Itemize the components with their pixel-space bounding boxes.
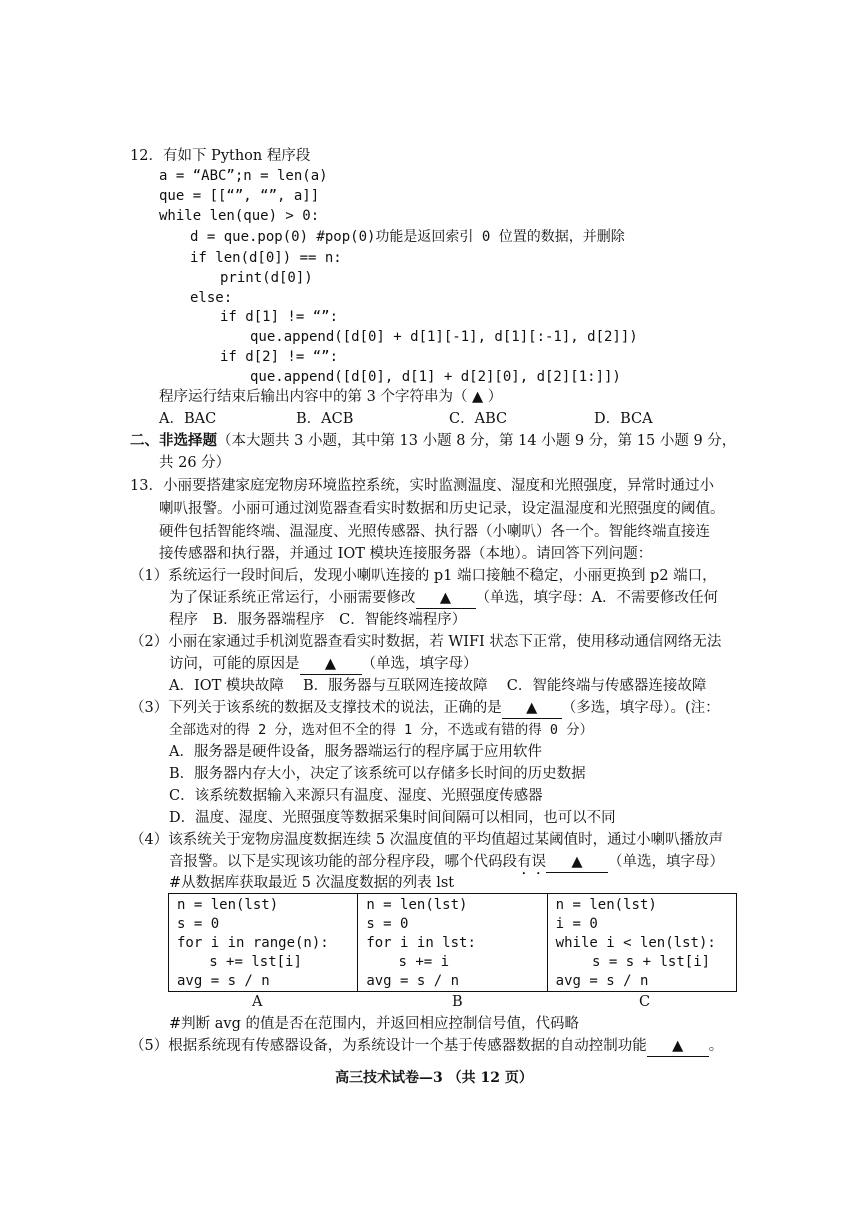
q13-p4-comment: #从数据库获取最近 5 次温度数据的列表 lst	[169, 875, 455, 891]
code-a-line: avg = s / n	[177, 973, 270, 989]
q13-p3-option-d: D．温度、湿度、光照强度等数据采集时间间隔可以相同，也可以不同	[169, 810, 616, 826]
section2-desc: （本大题共 3 小题，其中第 13 小题 8 分，第 14 小题 9 分，第 15 小题 9 分，	[217, 433, 737, 449]
code-compare-table	[168, 893, 737, 992]
code-a-line: s += lst[i]	[209, 954, 302, 970]
q13-p4-line-1: （4）该系统关于宠物房温度数据连续 5 次温度值的平均值超过某阈值时，通过小喇叭播放声	[130, 832, 724, 848]
q13-p3-answer-blank[interactable]: ▲	[502, 698, 562, 719]
q13-p5-line	[130, 1036, 723, 1057]
q13-p4-answer-blank[interactable]: ▲	[546, 852, 608, 873]
q12-code-line-3: while len(que) > 0:	[159, 208, 320, 224]
q13-p5-text: （5）根据系统现有传感器设备，为系统设计一个基于传感器数据的自动控制功能	[130, 1038, 647, 1054]
q13-p3-line-1	[130, 698, 720, 719]
page-footer: 高三技术试卷—3 （共 12 页）	[335, 1070, 533, 1086]
q13-p3-text: （3）下列关于该系统的数据及支撑技术的说法，正确的是	[130, 700, 502, 716]
q13-intro-4: 接传感器和执行器，并通过 IOT 模块连接服务器（本地）。请回答下列问题：	[159, 546, 653, 562]
code-a-line: s = 0	[177, 916, 220, 932]
q13-p3-option-a: A．服务器是硬件设备，服务器端运行的程序属于应用软件	[169, 744, 542, 760]
code-cell-c	[547, 894, 736, 992]
code-cell-b	[358, 894, 547, 992]
code-b-line: s = 0	[366, 916, 409, 932]
q13-p4-emphasis: 有误	[517, 854, 546, 870]
section2-header	[130, 431, 736, 451]
q13-p3-option-b: B．服务器内存大小，决定了该系统可以存储多长时间的历史数据	[169, 766, 586, 782]
code-c-line: while i < len(lst):	[555, 935, 716, 951]
section2-title: 二、非选择题	[130, 432, 217, 449]
code-label-b: B	[452, 994, 463, 1010]
q12-question: 程序运行结束后输出内容中的第 3 个字符串为（ ▲ ）	[159, 389, 503, 405]
code-c-line: s = s + lst[i]	[592, 954, 711, 970]
q12-code-line-1: a = “ABC”;n = len(a)	[159, 168, 328, 184]
q13-p2-options: A．IOT 模块故障 B．服务器与互联网连接故障 C．智能终端与传感器连接故障	[169, 678, 707, 694]
q13-p1-line-1: （1）系统运行一段时间后，发现小喇叭连接的 p1 端口接触不稳定，小丽更换到 p2 端口，	[130, 568, 717, 584]
q13-p1-hint: （单选，填字母：A．不需要修改任何	[475, 590, 718, 606]
q12-code-line-5: if len(d[0]) == n:	[190, 250, 342, 266]
q13-p2-line-1: （2）小丽在家通过手机浏览器查看实时数据，若 WIFI 状态下正常，使用移动通信网络无法	[130, 634, 722, 650]
q13-intro-2: 喇叭报警。小丽可通过浏览器查看实时数据和历史记录，设定温湿度和光照强度的阈值。	[159, 501, 725, 517]
q12-code-line-7: else:	[190, 290, 233, 306]
q13-p2-hint: （单选，填字母）	[361, 656, 478, 672]
code-c-line: avg = s / n	[555, 973, 649, 989]
q13-p4-hint: （单选，填字母）	[608, 854, 724, 870]
q12-option-b: B．ACB	[296, 411, 354, 427]
code-a-line: for i in range(n):	[177, 935, 329, 951]
q13-p3-option-c: C．该系统数据输入来源只有温度、湿度、光照强度传感器	[169, 788, 543, 804]
code-b-line: for i in lst:	[366, 935, 476, 951]
q13-p3-hint: （多选，填字母）。(注：	[561, 700, 720, 716]
code-cell-a	[169, 894, 358, 992]
code-c-line: i = 0	[555, 916, 598, 932]
q12-code-line-2: que = [[“”, “”, a]]	[159, 188, 320, 204]
q12-code-line-6: print(d[0])	[220, 270, 313, 286]
code-b-line: s += i	[398, 954, 450, 970]
q13-p1-line-3: 程序 B．服务器端程序 C．智能终端程序）	[169, 612, 467, 628]
code-b-line: avg = s / n	[366, 973, 460, 989]
code-c-line: n = len(lst)	[555, 897, 657, 913]
q13-p1-text: 为了保证系统正常运行，小丽需要修改	[169, 590, 416, 606]
q13-p1-line-2	[169, 588, 718, 609]
q13-p4-after-comment: #判断 avg 的值是否在范围内，并返回相应控制信号值，代码略	[169, 1016, 579, 1032]
q12-option-c: C．ABC	[449, 411, 508, 427]
q13-p4-text: 音报警。以下是实现该功能的部分程序段，哪个代码段	[169, 854, 517, 870]
q12-code-line-9: que.append([d[0] + d[1][-1], d[1][:-1], d[2]])	[250, 329, 638, 345]
q13-p1-answer-blank[interactable]: ▲	[416, 588, 476, 609]
code-a-line: n = len(lst)	[177, 897, 279, 913]
q13-p5-answer-blank[interactable]: ▲	[647, 1036, 709, 1057]
code-label-c: C	[639, 994, 651, 1010]
q12-code-line-4: d = que.pop(0) #pop(0)功能是返回索引 0 位置的数据，并删除	[190, 229, 625, 245]
q13-intro-3: 硬件包括智能终端、温湿度、光照传感器、执行器（小喇叭）各一个。智能终端直接连	[159, 524, 710, 540]
q13-p2-text: 访问，可能的原因是	[169, 656, 300, 672]
q13-p5-end: 。	[708, 1038, 724, 1054]
q12-option-d: D．BCA	[594, 411, 653, 427]
q12-code-line-11: que.append([d[0], d[1] + d[2][0], d[2][1:]])	[250, 369, 621, 385]
section2-desc-cont: 共 26 分）	[159, 455, 231, 471]
q13-p2-line-2	[169, 654, 478, 675]
q12-code-line-8: if d[1] != “”:	[220, 309, 339, 325]
q12-code-line-10: if d[2] != “”:	[220, 349, 339, 365]
q13-p3-scoring-note: 全部选对的得 2 分，选对但不全的得 1 分，不选或有错的得 0 分）	[169, 722, 594, 738]
q13-p2-answer-blank[interactable]: ▲	[300, 654, 362, 675]
code-label-a: A	[252, 994, 263, 1010]
q13-intro-1: 13．小丽要搭建家庭宠物房环境监控系统，实时监测温度、湿度和光照强度，异常时通过小	[130, 478, 714, 494]
code-b-line: n = len(lst)	[366, 897, 468, 913]
q12-stem: 12．有如下 Python 程序段	[130, 148, 311, 164]
q12-option-a: A．BAC	[159, 411, 217, 427]
